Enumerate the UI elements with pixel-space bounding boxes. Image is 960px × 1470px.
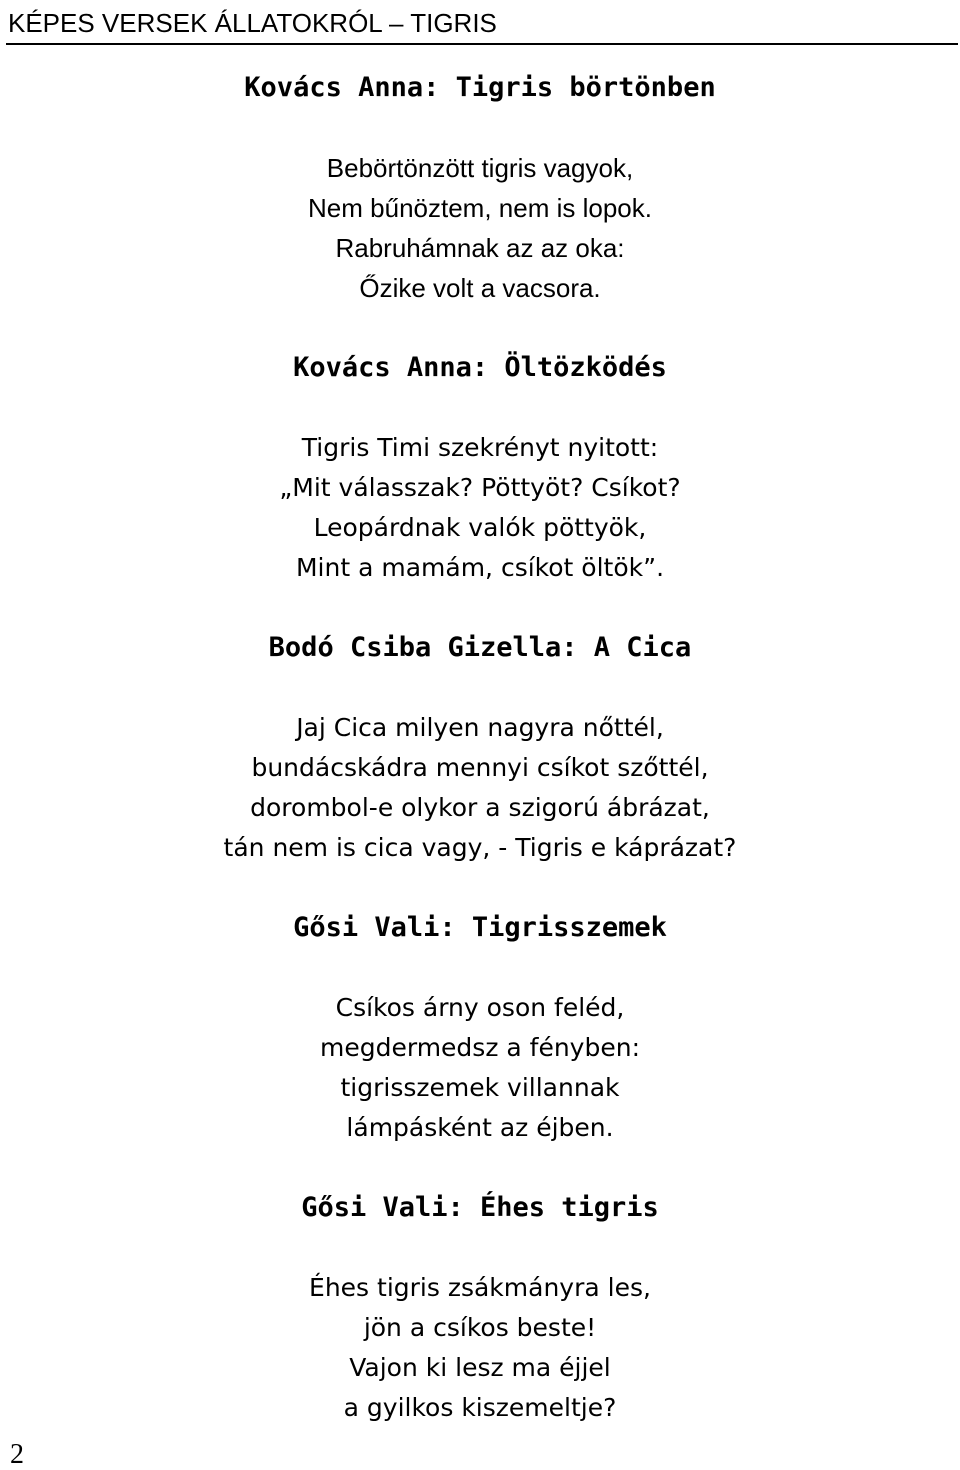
poem-title: Gősi Vali: Éhes tigris	[301, 1192, 659, 1223]
poem-ehes-tigris	[0, 1188, 960, 1428]
poem-line: a gyilkos kiszemeltje?	[343, 1393, 617, 1422]
poem-line: Leopárdnak valók pöttyök,	[313, 513, 647, 542]
poem-tigrisszemek	[0, 908, 960, 1148]
running-header-title: KÉPES VERSEK ÁLLATOKRÓL – TIGRIS	[8, 8, 497, 38]
poem-line: lámpásként az éjben.	[346, 1113, 614, 1142]
poem-line: Mint a mamám, csíkot öltök”.	[295, 553, 665, 582]
poem-stanza	[0, 148, 960, 308]
poem-line: jön a csíkos beste!	[363, 1313, 597, 1342]
poem-line: Rabruhámnak az az oka:	[335, 233, 625, 263]
poem-line: tán nem is cica vagy, - Tigris e káprázat?	[223, 833, 737, 862]
poem-stanza	[0, 1268, 960, 1428]
poem-stanza	[0, 428, 960, 588]
poem-line: Őzike volt a vacsora.	[359, 273, 601, 303]
poem-line: bundácskádra mennyi csíkot szőttél,	[251, 753, 709, 782]
poem-line: Vajon ki lesz ma éjjel	[349, 1353, 611, 1382]
poem-line: dorombol-e olykor a szigorú ábrázat,	[250, 793, 710, 822]
poem-tigris-bortonben	[0, 68, 960, 308]
poem-line: Éhes tigris zsákmányra les,	[309, 1273, 651, 1302]
poem-title: Kovács Anna: Tigris börtönben	[244, 72, 716, 103]
poem-line: megdermedsz a fényben:	[320, 1033, 640, 1062]
header-rule	[6, 43, 958, 45]
poem-line: Nem bűnöztem, nem is lopok.	[308, 193, 652, 223]
poem-line: tigrisszemek villannak	[340, 1073, 620, 1102]
poem-line: Bebörtönzött tigris vagyok,	[326, 153, 634, 183]
poem-line: Jaj Cica milyen nagyra nőttél,	[296, 713, 664, 742]
poem-line: Tigris Timi szekrényt nyitott:	[301, 433, 659, 462]
poem-a-cica	[0, 628, 960, 868]
poem-line: „Mit válasszak? Pöttyöt? Csíkot?	[279, 473, 681, 502]
poem-title: Bodó Csiba Gizella: A Cica	[268, 632, 692, 663]
poem-oltozkodes	[0, 348, 960, 588]
poem-title: Gősi Vali: Tigrisszemek	[293, 912, 667, 943]
poem-stanza	[0, 708, 960, 868]
poem-line: Csíkos árny oson feléd,	[335, 993, 625, 1022]
poem-stanza	[0, 988, 960, 1148]
poem-title: Kovács Anna: Öltözködés	[293, 352, 667, 383]
page-number: 2	[10, 1439, 24, 1470]
